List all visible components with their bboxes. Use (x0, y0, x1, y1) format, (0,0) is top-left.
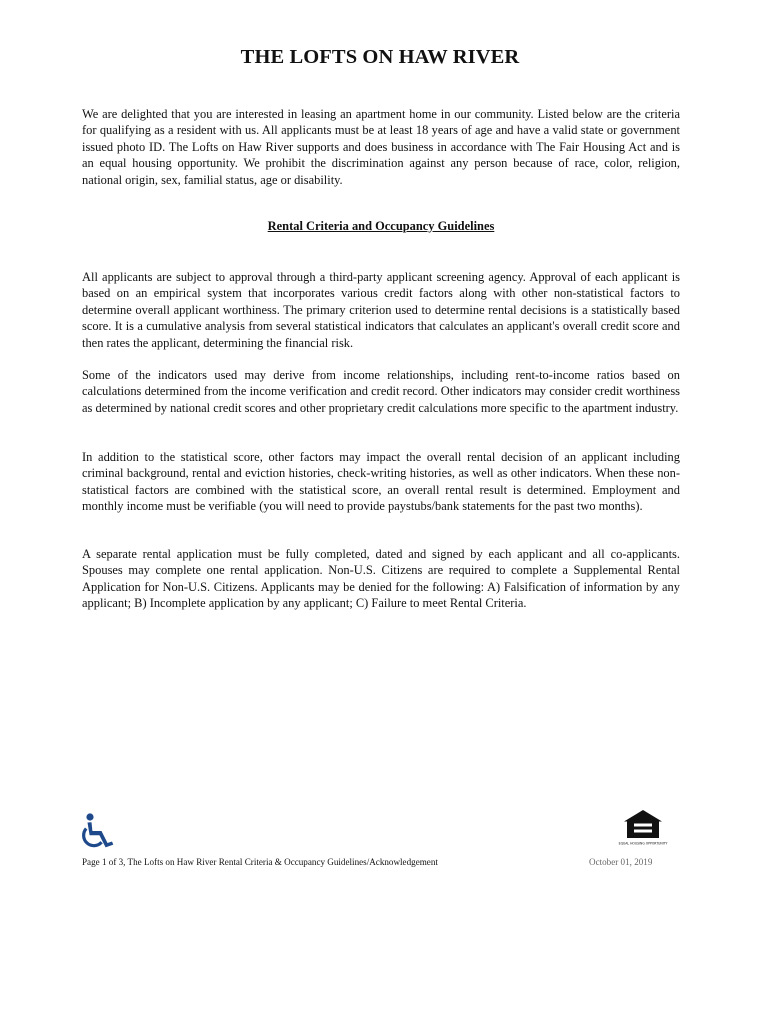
section-heading: Rental Criteria and Occupancy Guidelines (267, 219, 495, 233)
footer-page-info: Page 1 of 3, The Lofts on Haw River Rental Criteria & Occupancy Guidelines/Acknowledgement (82, 857, 438, 867)
equal-housing-icon (618, 808, 668, 850)
criteria-paragraph-2: Some of the indicators used may derive from income relationships, including rent-to-income ratios based on calculations determined from the income verification and credit record. Other indicators may consider credit worthiness as determined by national credit scores and other proprietary credit calculations more specific to the apartment industry. (82, 368, 680, 415)
criteria-paragraph-4: A separate rental application must be fully completed, dated and signed by each applicant and all co-applicants. Spouses may complete one rental application. Non-U.S. Citizens are required to complete a Supplemental Rental Application for Non-U.S. Citizens. Applicants may be denied for the following: A) Falsification of information by any applicant; B) Incomplete application by any applicant; C) Failure to meet Rental Criteria. (82, 547, 680, 611)
footer-date: October 01, 2019 (589, 857, 653, 867)
criteria-paragraph-3: In addition to the statistical score, other factors may impact the overall rental decision of an applicant including criminal background, rental and eviction histories, check-writing histories, as well as other indicators. When these non-statistical factors are combined with the statistical score, an overall rental result is determined. Employment and monthly income must be verifiable (you will need to provide paystubs/bank statements for the past two months). (82, 450, 680, 514)
intro-paragraph: We are delighted that you are interested in leasing an apartment home in our community. Listed below are the criteria for qualifying as a resident with us. All applicants must be at least 18 years of age and have a valid state or government issued photo ID. The Lofts on Haw River supports and does business in accordance with The Fair Housing Act and is an equal housing opportunity. We prohibit the discrimination against any person because of race, color, religion, national origin, sex, familial status, age or disability. (82, 107, 680, 187)
document-title: THE LOFTS ON HAW RIVER (240, 46, 520, 68)
criteria-paragraph-1: All applicants are subject to approval through a third-party applicant screening agency. Approval of each applicant is based on an empirical system that incorporates various credit factors along with other non-statistical factors to determine overall applicant worthiness. The primary criterion used to determine rental decisions is a statistically based score. It is a cumulative analysis from several statistical indicators that calculates an applicant's overall credit score and then rates the applicant, determining the financial risk. (82, 270, 680, 350)
wheelchair-icon (78, 812, 118, 850)
eho-caption: EQUAL HOUSING OPPORTUNITY (618, 841, 668, 846)
